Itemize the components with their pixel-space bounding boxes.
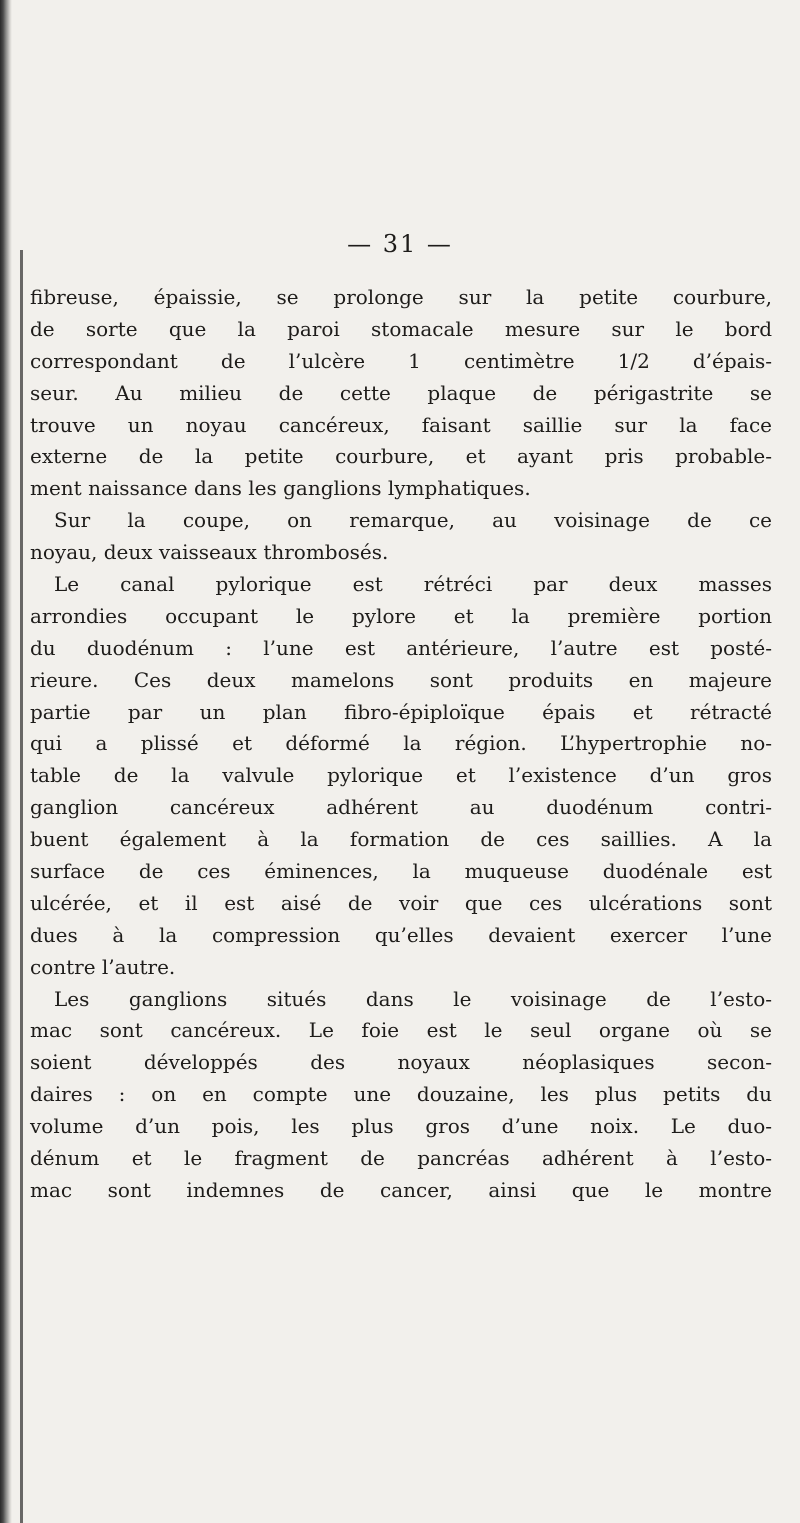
text-line: table de la valvule pylorique et l’existence d’un gros	[30, 763, 772, 788]
text-line: trouve un noyau cancéreux, faisant saillie sur la face	[30, 412, 772, 437]
text-line: externe de la petite courbure, et ayant pris probable-	[30, 444, 772, 469]
text-line: mac sont indemnes de cancer, ainsi que le montre	[30, 1177, 772, 1202]
text-line: fibreuse, épaissie, se prolonge sur la petite courbure,	[30, 285, 772, 309]
text-line: rieure. Ces deux mamelons sont produits en majeure	[30, 667, 772, 692]
text-line: noyau, deux vaisseaux thrombosés.	[30, 540, 389, 565]
text-line: qui a plissé et déformé la région. L’hypertrophie no-	[30, 731, 772, 756]
text-line: Sur la coupe, on remarque, au voisinage de ce	[54, 508, 772, 533]
text-line: daires : on en compte une douzaine, les plus petits du	[30, 1082, 772, 1107]
text-line: partie par un plan fibro-épiploïque épais et rétracté	[30, 699, 772, 724]
text-line: ulcérée, et il est aisé de voir que ces ulcérations sont	[30, 890, 772, 915]
text-line: arrondies occupant le pylore et la première portion	[30, 603, 772, 628]
text-line: Les ganglions situés dans le voisinage de l’esto-	[54, 986, 772, 1011]
page-number: — 31 —	[347, 230, 453, 258]
text-line: soient développés des noyaux néoplasiques secon-	[30, 1050, 772, 1075]
body-text	[30, 282, 772, 1207]
text-line: dénum et le fragment de pancréas adhérent à l’esto-	[30, 1146, 772, 1171]
text-line: surface de ces éminences, la muqueuse duodénale est	[30, 859, 772, 884]
text-line: du duodénum : l’une est antérieure, l’autre est posté-	[30, 635, 772, 660]
text-line: Le canal pylorique est rétréci par deux masses	[54, 572, 772, 597]
text-line: seur. Au milieu de cette plaque de périgastrite se	[30, 380, 772, 405]
page-binding-edge	[0, 0, 12, 1523]
text-line: volume d’un pois, les plus gros d’une noix. Le duo-	[30, 1114, 772, 1139]
text-line: correspondant de l’ulcère 1 centimètre 1/2 d’épais-	[30, 348, 772, 373]
text-line: de sorte que la paroi stomacale mesure sur le bord	[30, 316, 772, 341]
text-line: dues à la compression qu’elles devaient exercer l’une	[30, 922, 772, 947]
text-line: mac sont cancéreux. Le foie est le seul organe où se	[30, 1018, 772, 1043]
text-line: ganglion cancéreux adhérent au duodénum contri-	[30, 795, 772, 820]
text-line: ment naissance dans les ganglions lymphatiques.	[30, 476, 531, 501]
text-line: contre l’autre.	[30, 954, 176, 979]
page-binding-line	[20, 250, 23, 1523]
text-line: buent également à la formation de ces saillies. A la	[30, 827, 772, 852]
